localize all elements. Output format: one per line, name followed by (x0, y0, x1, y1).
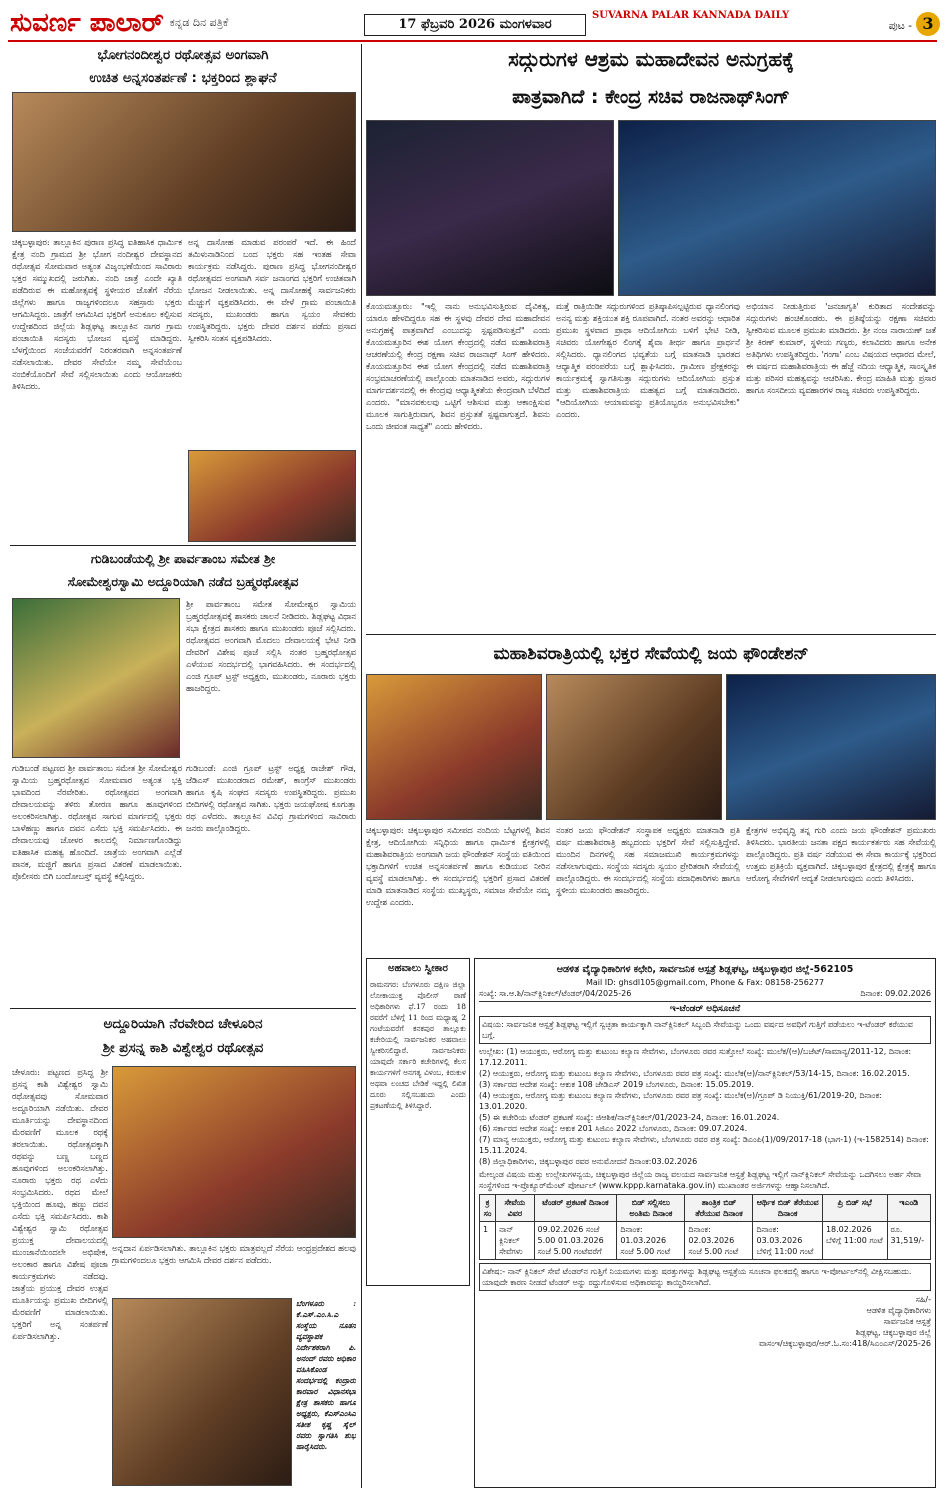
tender-td: ರೂ. 31,519/- (887, 1222, 931, 1260)
story4-col3: ಕ್ಷೇತ್ರಗಳ ಅಭಿವೃದ್ಧಿ ತನ್ನ ಗುರಿ ಎಂದು ಜಯ ಫೌಂಡೇಶನ್ ಪ್ರಮುಖರು ತಿಳಿಸಿದರು. ಭಾರತೀಯ ಜನತಾ ಪಕ್ಷದ ಕಾರ್ಯಕರ್ತರು ಸಹ ಸೇವೆಯಲ್ಲಿ ಪಾಲ್ಗೊಂಡಿದ್ದರು. ಪ್ರತಿ ವರ್ಷ ನಡೆಯುವ ಈ ಸೇವಾ ಕಾರ್ಯಕ್ಕೆ ಭಕ್ತರಿಂದ ಉತ್ತಮ ಪ್ರತಿಕ್ರಿಯೆ ವ್ಯಕ್ತವಾಗಿದೆ. ಚಿಕ್ಕಬಳ್ಳಾಪುರ ಕ್ಷೇತ್ರದಲ್ಲಿ ಕ್ಷೇತ್ರಕ್ಕೆ ಹಾಗೂ ಆರೋಗ್ಯ ಸೇವೆಗಳಿಗೆ ಆದ್ಯತೆ ನೀಡಲಾಗುವುದು ಎಂದು ತಿಳಿಸಿದರು. (746, 825, 936, 883)
tender-th: ಸೇವೆಯ ವಿವರ (496, 1195, 534, 1222)
tender-th: ಟೆಂಡರ್ ಪ್ರಕಟಣೆ ದಿನಾಂಕ (534, 1195, 617, 1222)
story3-chariot-photo (112, 1066, 356, 1238)
story3-body: ಚೇಳೂರು: ಪಟ್ಟಣದ ಪ್ರಸಿದ್ಧ ಶ್ರೀ ಪ್ರಸನ್ನ ಕಾಶಿ ವಿಶ್ವೇಶ್ವರ ಸ್ವಾಮಿ ರಥೋತ್ಸವವು ಸೋಮವಾರ ಅದ್ದೂರಿಯಾಗಿ ನಡೆಯಿತು. ದೇವರ ಮೂರ್ತಿಯನ್ನು ದೇವಸ್ಥಾನದಿಂದ ಮೆರವಣಿಗೆ ಮೂಲಕ ರಥಕ್ಕೆ ತರಲಾಯಿತು. ರಥೋತ್ಸವಕ್ಕಾಗಿ ರಥವನ್ನು ಬಣ್ಣ ಬಣ್ಣದ ಹೂವುಗಳಿಂದ ಅಲಂಕರಿಸಲಾಗಿತ್ತು. ನೂರಾರು ಭಕ್ತರು ರಥ ಎಳೆದು ಸಂಭ್ರಮಿಸಿದರು. ರಥದ ಮೇಲೆ ಭಕ್ತಿಯಿಂದ ಹೂವು, ಹಣ್ಣು ದವನ ಎಸೆದು ಭಕ್ತಿ ಸಮರ್ಪಿಸಿದರು. ಕಾಶಿ ವಿಶ್ವೇಶ್ವರ ಸ್ವಾಮಿ ರಥೋತ್ಸವ ಪ್ರಯುಕ್ತ ದೇವಾಲಯದಲ್ಲಿ ಮುಂಜಾನೆಯಿಂದಲೇ ಅಭಿಷೇಕ, ಅಲಂಕಾರ ಹಾಗೂ ವಿಶೇಷ ಪೂಜಾ ಕಾರ್ಯಕ್ರಮಗಳು ನಡೆದವು. ಜಾತ್ರೆಯ ಪ್ರಯುಕ್ತ ದೇವರ ಉತ್ಸವ ಮೂರ್ತಿಯನ್ನು ಪ್ರಮುಖ ಬೀದಿಗಳಲ್ಲಿ ಮೆರವಣಿಗೆ ಮಾಡಲಾಯಿತು. ಭಕ್ತರಿಗೆ ಅನ್ನ ಸಂತರ್ಪಣೆ ಏರ್ಪಡಿಸಲಾಗಿತ್ತು. (12, 1067, 108, 1341)
story2-col-bottom-2: ಗುಡಿಬಂಡೆ: ಎಂಜಿ ಗ್ರೂಪ್ ಟ್ರಸ್ಟ್ ಅಧ್ಯಕ್ಷ ರಾಜೇಶ್ ಗೌಡ, ಜೆಡಿಎಸ್ ಮುಖಂಡರಾದ ರಮೇಶ್, ಕಾಂಗ್ರೆಸ್ ಮುಖಂಡರು ಹಾಗೂ ಕೃಷಿ ಸಂಘದ ಸದಸ್ಯರು ಉಪಸ್ಥಿತರಿದ್ದರು. ಪ್ರಮುಖ ಬೀದಿಗಳಲ್ಲಿ ರಥೋತ್ಸವ ಸಾಗಿತು. ಭಕ್ತರು ಜಯಘೋಷ ಕೂಗುತ್ತಾ ರಥ ಎಳೆದರು. ತಾಲ್ಲೂಕಿನ ವಿವಿಧ ಗ್ರಾಮಗಳಿಂದ ಸಾವಿರಾರು ಜನರು ಪಾಲ್ಗೊಂಡಿದ್ದರು. (186, 763, 356, 833)
tender-td: ನಾನ್ ಕ್ಲಿನಿಕಲ್ ಸೇವೆಗಳು (496, 1222, 534, 1260)
tender-ref-item: (7) ಮಾನ್ಯ ಆಯುಕ್ತರು, ಆರೋಗ್ಯ ಮತ್ತು ಕುಟುಂಬ ಕಲ್ಯಾಣ ಸೇವೆಗಳು, ಬೆಂಗಳೂರು ರವರ ಪತ್ರ ಸಂಖ್ಯೆ: ಡಿಎಂಪಿ(1)/09/2017-18 (ಭಾಗ-1) (ಇ-1582514) ದಿನಾಂಕ: 15.11.2024. (479, 1135, 929, 1155)
story4-col2: ನಂತರ ಜಯ ಫೌಂಡೇಶನ್ ಸಂಸ್ಥಾಪಕ ಅಧ್ಯಕ್ಷರು ಮಾತನಾಡಿ ಪ್ರತಿ ವರ್ಷ ಮಹಾಶಿವರಾತ್ರಿ ಹಬ್ಬದಂದು ಭಕ್ತರಿಗೆ ಸೇವೆ ಸಲ್ಲಿಸುತ್ತಿದ್ದೇವೆ. ಮುಂದಿನ ದಿನಗಳಲ್ಲಿ ಸಹ ಸಮಾಜಮುಖಿ ಕಾರ್ಯಕ್ರಮಗಳನ್ನು ನಡೆಸಲಾಗುವುದು. ಸಂಸ್ಥೆಯ ಸದಸ್ಯರು ಸ್ವಯಂ ಪ್ರೇರಿತರಾಗಿ ಸೇವೆಯಲ್ಲಿ ಪಾಲ್ಗೊಂಡಿದ್ದರು. ಈ ಸಂದರ್ಭದಲ್ಲಿ ಸಂಸ್ಥೆಯ ಪದಾಧಿಕಾರಿಗಳು ಹಾಗೂ ಸ್ಥಳೀಯ ಮುಖಂಡರು ಹಾಜರಿದ್ದರು. (556, 825, 740, 895)
story1-photo-2 (188, 450, 356, 542)
tender-sign-line: ಆಡಳಿತ ವೈದ್ಯಾಧಿಕಾರಿಗಳು (866, 1306, 931, 1315)
tender-subject: ವಿಷಯ: ಸಾರ್ವಜನಿಕ ಆಸ್ಪತ್ರೆ ಶಿಡ್ಲಘಟ್ಟ ಇಲ್ಲಿಗೆ ಸ್ವಚ್ಛತಾ ಕಾರ್ಯಕ್ಕಾಗಿ ನಾನ್‌ಕ್ಲಿನಿಕಲ್ ಸಿಬ್ಬಂದಿ ಸೇವೆಯನ್ನು ಒಂದು ವರ್ಷದ ಅವಧಿಗೆ ಗುತ್ತಿಗೆ ಪಡೆಯಲು ಇ-ಟೆಂಡರ್ ಕರೆಯುವ ಬಗ್ಗೆ. (479, 1016, 931, 1044)
main-col1: ಕೊಯಮತ್ತೂರು: "ಇಲ್ಲಿ ನಾನು ಅನುಭವಿಸುತ್ತಿರುವ ದೈವಿಕತ್ವ, ಯಾರೂ ಹೇಳದಿದ್ದರೂ ಸಹ ಈ ಸ್ಥಳವು ದೇವರ ದೇವ ಮಹಾದೇವನ ಅನುಗ್ರಹಕ್ಕೆ ಪಾತ್ರವಾಗಿದೆ ಎಂಬುದನ್ನು ಸ್ಪಷ್ಟಪಡಿಸುತ್ತದೆ" ಎಂದು ಕೊಯಮತ್ತೂರಿನ ಈಶ ಯೋಗ ಕೇಂದ್ರದಲ್ಲಿ ನಡೆದ ಮಹಾಶಿವರಾತ್ರಿ ಆಚರಣೆಯಲ್ಲಿ ಕೇಂದ್ರ ರಕ್ಷಣಾ ಸಚಿವ ರಾಜನಾಥ್ ಸಿಂಗ್ ಹೇಳಿದರು. ಕೊಯಮತ್ತೂರಿನ ಈಶ ಯೋಗ ಕೇಂದ್ರದಲ್ಲಿ ನಡೆದ ಮಹಾಶಿವರಾತ್ರಿ ಸಂಭ್ರಮಾಚರಣೆಯಲ್ಲಿ ಪಾಲ್ಗೊಂಡು ಮಾತನಾಡಿದ ಅವರು, ಸದ್ಗುರುಗಳ ಮಾರ್ಗದರ್ಶನದಲ್ಲಿ ಈ ಕೇಂದ್ರವು ಆಧ್ಯಾತ್ಮಿಕತೆಯ ಕೇಂದ್ರವಾಗಿ ಬೆಳೆದಿದೆ ಎಂದರು. "ಮಾನವಕುಲವು ಒಟ್ಟಿಗೆ ಆಶಿಸುವ ಮತ್ತು ಆಕಾಂಕ್ಷಿಸುವ ಮೂಲಕ ಸಾಗುತ್ತಿರುವಾಗ, ಶಿವನ ಪ್ರಸ್ತುತತೆ ಸ್ಪಷ್ಟವಾಗುತ್ತದೆ. ಶಿವನು ಒಂದು ಜೀವಂತ ಸಾಧ್ಯತೆ" ಎಂದು ಹೇಳಿದರು. (366, 301, 550, 431)
story4-headline: ಮಹಾಶಿವರಾತ್ರಿಯಲ್ಲಿ ಭಕ್ತರ ಸೇವೆಯಲ್ಲಿ ಜಯ ಫೌಂಡೇಶನ್ (493, 644, 809, 664)
page-number: 3 (916, 12, 940, 36)
tender-office: ಆಡಳಿತ ವೈದ್ಯಾಧಿಕಾರಿಗಳ ಕಛೇರಿ, ಸಾರ್ವಜನಿಕ ಆಸ್ಪತ್ರೆ ಶಿಡ್ಲಘಟ್ಟ, ಚಿಕ್ಕಬಳ್ಳಾಪುರ ಜಿಲ್ಲೆ-562105 (556, 964, 854, 975)
tender-td: ದಿನಾಂಕ: 03.03.2026 ಬೆಳಿಗ್ಗೆ 11:00 ಗಂಟೆ (753, 1222, 822, 1260)
story2-col-right: ಶ್ರೀ ಪಾರ್ವತಾಂಬ ಸಮೇತ ಸೋಮೇಶ್ವರ ಸ್ವಾಮಿಯ ಬ್ರಹ್ಮರಥೋತ್ಸವಕ್ಕೆ ಶಾಸಕರು ಚಾಲನೆ ನೀಡಿದರು. ಶಿಡ್ಲಘಟ್ಟ ವಿಧಾನ ಸಭಾ ಕ್ಷೇತ್ರದ ಶಾಸಕರು ಹಾಗೂ ಮುಖಂಡರು ಪೂಜೆ ಸಲ್ಲಿಸಿದರು. ರಥೋತ್ಸವದ ಅಂಗವಾಗಿ ಮೊದಲು ದೇವಾಲಯಕ್ಕೆ ಭೇಟಿ ನೀಡಿ ದೇವರಿಗೆ ವಿಶೇಷ ಪೂಜೆ ಸಲ್ಲಿಸಿ ನಂತರ ಬ್ರಹ್ಮರಥೋತ್ಸವ ಎಳೆಯುವ ಸಂದರ್ಭದಲ್ಲಿ ಭಾಗವಹಿಸಿದರು. ಈ ಸಂದರ್ಭದಲ್ಲಿ ಎಂಜಿ ಗ್ರೂಪ್ ಟ್ರಸ್ಟ್ ಅಧ್ಯಕ್ಷರು, ಮುಖಂಡರು, ನೂರಾರು ಭಕ್ತರು ಹಾಜರಿದ್ದರು. (186, 599, 356, 693)
main-headline-2: ಪಾತ್ರವಾಗಿದೆ : ಕೇಂದ್ರ ಸಚಿವ ರಾಜನಾಥ್‌ಸಿಂಗ್ (512, 86, 790, 108)
tender-table-header-row (480, 1195, 931, 1222)
tender-signature (479, 1294, 931, 1338)
tender-ref-item: ಉಲ್ಲೇಖ: (1) ಆಯುಕ್ತರು, ಆರೋಗ್ಯ ಮತ್ತು ಕುಟುಂಬ ಕಲ್ಯಾಣ ಸೇವೆಗಳು, ಬೆಂಗಳೂರು ರವರ ಸುತ್ತೋಲೆ ಸಂಖ್ಯೆ: ಮುಲೆಕ/(ಆ)/ಬಜೆಟ್/ಸಾಮಾನ್ಯ/2011-12, ದಿನಾಂಕ: 17.12.2011. (479, 1047, 912, 1067)
main-col2: ಮತ್ತೆ ರಾತ್ರಿಯಿಡೀ ಸದ್ಗುರುಗಳಿಂದ ಪ್ರತಿಷ್ಠಾಪಿಸಲ್ಪಟ್ಟಿರುವ ಧ್ಯಾನಲಿಂಗವು ಅನನ್ಯ ಮತ್ತು ಶಕ್ತಿಯುತ ಶಕ್ತಿ ರೂಪವಾಗಿದೆ. ನಂತರ ಅವರನ್ನು ಆಧಾರಿತ ಪ್ರಮುಖ ಸ್ಥಳವಾದ ಪ್ರಾಥಾ ಆದಿಯೋಗಿಯ ಬಳಿಗೆ ಭೇಟಿ ನೀಡಿ, ಸಚಿವರು ಯೋಗೇಶ್ವರ ಲಿಂಗಕ್ಕೆ ಶೈವಾ ತೀರ್ಥ ಹಾಗೂ ಪ್ರಾರ್ಥನೆ ಸಲ್ಲಿಸಿದರು. ಧ್ಯಾನಲಿಂಗದ ಭವ್ಯತೆಯ ಬಗ್ಗೆ ಮಾತನಾಡಿ ಭಾರತದ ಆಧ್ಯಾತ್ಮಿಕ ಪರಂಪರೆಯ ಬಗ್ಗೆ ಶ್ಲಾಘಿಸಿದರು. ಗ್ರಾಮೀಣ ಪ್ರೇಕ್ಷಕರನ್ನು ಕಾರ್ಯಕ್ರಮಕ್ಕೆ ಸ್ವಾಗತಿಸುತ್ತಾ ಸದ್ಗುರುಗಳು ಆದಿಯೋಗಿಯ ಪ್ರಸ್ತುತ ಮತ್ತು ಮಹಾಶಿವರಾತ್ರಿಯ ಮಹತ್ವದ ಬಗ್ಗೆ ಮಾತನಾಡಿದರು. "ಆದಿಯೋಗಿಯ ಆಯಾಮವನ್ನು ಪ್ರತಿಯೊಬ್ಬರೂ ಅನುಭವಿಸಬೇಕು" ಎಂದರು. (556, 301, 740, 419)
notice-box (366, 958, 470, 1286)
story4-photo-3 (726, 674, 936, 820)
story3-headline-2: ಶ್ರೀ ಪ್ರಸನ್ನ ಕಾಶಿ ವಿಶ್ವೇಶ್ವರ ರಥೋತ್ಸವ (102, 1040, 264, 1056)
story4-photo-1 (366, 674, 542, 820)
notice-title: ಅಹವಾಲು ಸ್ವೀಕಾರ (388, 963, 448, 974)
story1-col1: ಚಿಕ್ಕಬಳ್ಳಾಪುರ: ತಾಲ್ಲೂಕಿನ ಪುರಾಣ ಪ್ರಸಿದ್ಧ ಐತಿಹಾಸಿಕ ಧಾರ್ಮಿಕ ಕ್ಷೇತ್ರ ನಂದಿ ಗ್ರಾಮದ ಶ್ರೀ ಭೋಗ ನಂದೀಶ್ವರ ದೇವಸ್ಥಾನದ ರಥೋತ್ಸವ ಸೋಮವಾರ ಅತ್ಯಂತ ವಿಜೃಂಭಣೆಯಿಂದ ಸಾವಿರಾರು ಭಕ್ತರ ಸಮ್ಮುಖದಲ್ಲಿ ಜರುಗಿತು. ನಂದಿ ಜಾತ್ರೆ ಎಂದೇ ಖ್ಯಾತಿ ಪಡೆದಿರುವ ಈ ಮಹೋತ್ಸವಕ್ಕೆ ಸ್ಥಳೀಯರ ಜೊತೆಗೆ ನೆರೆಯ ಜಿಲ್ಲೆಗಳು ಹಾಗೂ ರಾಜ್ಯಗಳಿಂದಲೂ ಸಹಸ್ರಾರು ಭಕ್ತರು ಆಗಮಿಸಿದ್ದರು. ಜಾತ್ರೆಗೆ ಆಗಮಿಸಿದ ಭಕ್ತರಿಗೆ ಅನುಕೂಲ ಕಲ್ಪಿಸುವ ಉದ್ದೇಶದಿಂದ ಜಿಲ್ಲೆಯ ಶಿಡ್ಲಘಟ್ಟ ತಾಲ್ಲೂಕಿನ ನಾಗರ ಗ್ರಾಮ ಪಂಚಾಯಿತಿ ಸದಸ್ಯರು ಭೋಜನ ವ್ಯವಸ್ಥೆ ಮಾಡಿದ್ದರು. ಬೆಳಗ್ಗೆಯಿಂದ ಸಂಜೆಯವರೆಗೆ ನಿರಂತರವಾಗಿ ಅನ್ನಸಂತರ್ಪಣೆ ನಡೆಸಲಾಯಿತು. ದೇವರ ಸೇವೆಯೇ ನಮ್ಮ ಸೇವೆಯೆಂಬ ನಂಬಿಕೆಯೊಂದಿಗೆ ಸೇವೆ ಸಲ್ಲಿಸಲಾಯಿತು ಎಂದು ಆಯೋಜಕರು ತಿಳಿಸಿದರು. (12, 237, 182, 391)
main-photo-lamp (366, 120, 614, 296)
tender-th: ಕ್ರ ಸಂ (480, 1195, 496, 1222)
tender-dipr: ವಾಸಂಇ/ಚಿಕ್ಕಬಳ್ಳಾಪುರ/ಆರ್.ಓ.ಸಂ:418/ಸಿಎಂಎಸ್/2025-26 (759, 1339, 931, 1348)
story2-headline-1: ಗುಡಿಬಂಡೆಯಲ್ಲಿ ಶ್ರೀ ಪಾರ್ವತಾಂಬ ಸಮೇತ ಶ್ರೀ (90, 551, 276, 566)
greeting-text: ಬೆಂಗಳೂರು : ಕೆ.ಎಸ್.ಎಂ.ಸಿ.ಎ ಸಂಸ್ಥೆಯ ನೂತನ ವ್ಯವಸ್ಥಾಪಕ ನಿರ್ದೇಶಕರಾಗಿ ಪಿ. ಅನಂದ್ ರವರು ಅಧಿಕಾರ ವಹಿಸಿಕೊಂಡ ಸಂದರ್ಭದಲ್ಲಿ ಕಂದ್ರಾರು ಕಾರವಾರ ವಿಧಾನಸಭಾ ಕ್ಷೇತ್ರ ಶಾಸಕರು ಹಾಗೂ ಅಧ್ಯಕ್ಷರು, ಕೆಎಸ್‌ಎಂಸಿಎ ಸತೀಶ ಕೃಷ್ಣ ಸೈಲ್ ರವರು ಸ್ವಾಗತಿಸಿ ಶುಭ ಹಾರೈಸಿದರು. (296, 1299, 356, 1451)
story2-headline-2: ಸೋಮೇಶ್ವರಸ್ವಾಮಿ ಅದ್ದೂರಿಯಾಗಿ ನಡೆದ ಬ್ರಹ್ಮರಥೋತ್ಸವ (67, 574, 299, 589)
masthead-logo (10, 6, 300, 40)
masthead-subtitle: ಕನ್ನಡ ದಿನ ಪತ್ರಿಕೆ (169, 16, 229, 29)
tender-th: ಬಿಡ್ ಸಲ್ಲಿಸಲು ಅಂತಿಮ ದಿನಾಂಕ (617, 1195, 685, 1222)
tender-th: ಪ್ರಿ ಬಿಡ್ ಸಭೆ (822, 1195, 887, 1222)
tender-refs (479, 1046, 931, 1167)
greeting-photo (112, 1298, 292, 1486)
tender-date: ದಿನಾಂಕ: 09.02.2026 (860, 989, 931, 998)
page-label: ಪುಟ - (888, 19, 912, 32)
story2-photo (12, 598, 180, 758)
tender-ref-item: (8) ಜಿಲ್ಲಾಧಿಕಾರಿಗಳು, ಚಿಕ್ಕಬಳ್ಳಾಪುರ ರವರ ಅನುಮೋದನೆ ದಿನಾಂಕ:03.02.2026 (479, 1157, 698, 1166)
story1-col2: ಅನ್ನ ದಾಸೋಹ ಮಾಡುವ ಪರಂಪರೆ ಇದೆ. ಈ ಹಿಂದೆ ತಮಿಳುನಾಡಿನಿಂದ ಬಂದ ಭಕ್ತರು ಸಹ ಇಂತಹ ಸೇವಾ ಕಾರ್ಯಕ್ರಮ ನಡೆಸಿದ್ದರು. ಪುರಾಣ ಪ್ರಸಿದ್ಧ ಭೋಗನಂದೀಶ್ವರ ರಥೋತ್ಸವದ ಅಂಗವಾಗಿ ಸರ್ವ ಜನಾಂಗದ ಭಕ್ತರಿಗೆ ಉಚಿತವಾಗಿ ಭೋಜನ ನೀಡಲಾಯಿತು. ಅನ್ನ ದಾಸೋಹಕ್ಕೆ ಸಾರ್ವಜನಿಕರು ಮೆಚ್ಚುಗೆ ವ್ಯಕ್ತಪಡಿಸಿದರು. ಈ ವೇಳೆ ಗ್ರಾಮ ಪಂಚಾಯಿತಿ ಸದಸ್ಯರು, ಮುಖಂಡರು ಹಾಗೂ ಸ್ವಯಂ ಸೇವಕರು ಉಪಸ್ಥಿತರಿದ್ದರು. ಭಕ್ತರು ದೇವರ ದರ್ಶನ ಪಡೆದು ಪ್ರಸಾದ ಸ್ವೀಕರಿಸಿ ಸಂತಸ ವ್ಯಕ್ತಪಡಿಸಿದರು. (188, 237, 356, 343)
masthead-english: SUVARNA PALAR KANNADA DAILY (592, 10, 790, 21)
issue-date: 17 ಫೆಬ್ರವರಿ 2026 ಮಂಗಳವಾರ (364, 14, 586, 36)
story3-caption: ಅನ್ನದಾನ ಏರ್ಪಡಿಸಲಾಗಿತು. ತಾಲ್ಲೂಕಿನ ಭಕ್ತರು ಮಾತ್ರವಲ್ಲದೆ ನೆರೆಯ ಆಂಧ್ರಪ್ರದೇಶದ ಹಲವು ಗ್ರಾಮಗಳಿಂದಲೂ ಭಕ್ತರು ಆಗಮಿಸಿ ದೇವರ ದರ್ಶನ ಪಡೆದರು. (112, 1243, 356, 1265)
story4-col1: ಚಿಕ್ಕಬಳ್ಳಾಪುರ: ಚಿಕ್ಕಬಳ್ಳಾಪುರ ಸಮೀಪದ ನಂದಿಯ ಬೆಟ್ಟಗಳಲ್ಲಿ ಶಿವನ ಕ್ಷೇತ್ರ, ಆದಿಯೋಗಿಯ ಸನ್ನಿಧಿಯ ಹಾಗೂ ಧಾರ್ಮಿಕ ಕ್ಷೇತ್ರಗಳಲ್ಲಿ ಮಹಾಶಿವರಾತ್ರಿಯ ಅಂಗವಾಗಿ ಜಯ ಫೌಂಡೇಶನ್ ಸಂಸ್ಥೆಯ ವತಿಯಿಂದ ಭಕ್ತಾದಿಗಳಿಗೆ ಉಚಿತ ಅನ್ನಸಂತರ್ಪಣೆ ಹಾಗೂ ಕುಡಿಯುವ ನೀರಿನ ವ್ಯವಸ್ಥೆ ಮಾಡಲಾಗಿತ್ತು. ಈ ಸಂದರ್ಭದಲ್ಲಿ ಭಕ್ತರಿಗೆ ಪ್ರಸಾದ ವಿತರಣೆ ಮಾಡಿ ಮಾತನಾಡಿದ ಸಂಸ್ಥೆಯ ಮುಖ್ಯಸ್ಥರು, ಸಮಾಜ ಸೇವೆಯೇ ನಮ್ಮ ಉದ್ದೇಶ ಎಂದರು. (366, 825, 550, 907)
story1-headline-1: ಭೋಗನಂದೀಶ್ವರ ರಥೋತ್ಸವ ಅಂಗವಾಗಿ (97, 47, 269, 63)
tender-title: ಇ-ಟೆಂಡರ್ ಅಧಿಸೂಚನೆ (669, 1004, 741, 1014)
tender-td: 18.02.2026 ಬೆಳಿಗ್ಗೆ 11:00 ಗಂಟೆ (822, 1222, 887, 1260)
tender-td: ದಿನಾಂಕ: 01.03.2026 ಸಂಜೆ 5.00 ಗಂಟೆ (617, 1222, 685, 1260)
tender-ref-item: (5) ಈ ಕಚೇರಿಯ ಟೆಂಡರ್ ಪ್ರಕಟಣೆ ಸಂಖ್ಯೆ: ಜಿಆಶಿಕ/ನಾನ್‌ಕ್ಲಿನಿಕಲ್/01/2023-24, ದಿನಾಂಕ: 16.01.2024. (479, 1113, 780, 1122)
tender-table (479, 1194, 931, 1260)
notice-body: ರಾಮನಗರ: ಬೆಂಗಳೂರು ದಕ್ಷಿಣ ಜಿಲ್ಲಾ ಲೋಕಾಯುಕ್ತ ಪೊಲೀಸ್ ಠಾಣೆ ಅಧಿಕಾರಿಗಳು ಫೆ.17 ರಂದು 18 ರವರೆಗೆ ಬೆಳಿಗ್ಗೆ 11 ರಿಂದ ಮಧ್ಯಾಹ್ನ 2 ಗಂಟೆಯವರೆಗೆ ಕನಕಪುರ ತಾಲ್ಲೂಕು ಕಚೇರಿಯಲ್ಲಿ ಸಾರ್ವಜನಿಕರ ಅಹವಾಲು ಸ್ವೀಕರಿಸಲಿದ್ದಾರೆ. ಸಾರ್ವಜನಿಕರು ಯಾವುದೇ ಸರ್ಕಾರಿ ಕಚೇರಿಗಳಲ್ಲಿ ಕೆಲಸ ಕಾರ್ಯಗಳಿಗೆ ಅನಗತ್ಯ ವಿಳಂಬ, ಕಿರುಕುಳ ಅಥವಾ ಲಂಚದ ಬೇಡಿಕೆ ಇದ್ದಲ್ಲಿ ಲಿಖಿತ ದೂರು ಸಲ್ಲಿಸಬಹುದು ಎಂದು ಪ್ರಕಟಣೆಯಲ್ಲಿ ತಿಳಿಸಿದ್ದಾರೆ. (370, 980, 466, 1110)
divider (366, 634, 936, 635)
tender-footer-note: ವಿಶೇಷ:- ನಾನ್ ಕ್ಲಿನಿಕಲ್ ಸೇವೆ ಟೆಂಡರ್‌ನ ಗುತ್ತಿಗೆ ನಿಯಮಗಳು ಮತ್ತು ಷರತ್ತುಗಳನ್ನು ಶಿಡ್ಲಘಟ್ಟ ಆಸ್ಪತ್ರೆಯ ಸೂಚನಾ ಫಲಕದಲ್ಲಿ ಹಾಗೂ ಇ-ಪೋರ್ಟಲ್‌ನಲ್ಲಿ ವೀಕ್ಷಿಸಬಹುದು. ಯಾವುದೇ ಕಾರಣ ನೀಡದೆ ಟೆಂಡರ್ ಅನ್ನು ರದ್ದುಗೊಳಿಸುವ ಅಧಿಕಾರವನ್ನು ಕಾಯ್ದಿರಿಸಲಾಗಿದೆ. (479, 1263, 931, 1291)
tender-th: ತಾಂತ್ರಿಕ ಬಿಡ್ ತೆರೆಯುವ ದಿನಾಂಕ (685, 1195, 753, 1222)
page-number-block (850, 12, 940, 38)
main-col3: ಅಭಿಯಾನ ನೀಡುತ್ತಿರುವ 'ಜನಜಾಗೃತಿ' ಕುರಿತಾದ ಸಂದೇಶವನ್ನು ಸದ್ಗುರುಗಳು ಹಂಚಿಕೊಂಡರು. ಈ ಪ್ರತಿಷ್ಠೆಯನ್ನು ರಕ್ಷಣಾ ಸಚಿವರು ಸ್ವೀಕರಿಸುವ ಮೂಲಕ ಪ್ರಮುಖ ಮಾಡಿದರು. ಶ್ರೀ ನಂಜ ನಾರಾಯಣ್ ಜತೆ ಶ್ರೀ ಕಿರಣ್ ಕುಮಾರ್, ಸ್ಥಳೀಯ ಗಣ್ಯರು, ಕಲಾವಿದರು ಹಾಗೂ ಅನೇಕ ಅತಿಥಿಗಳು ಉಪಸ್ಥಿತರಿದ್ದರು. 'ಗಂಗಾ' ಎಂಬ ವಿಷಯದ ಆಧಾರದ ಮೇಲೆ, ಈ ವರ್ಷದ ಮಹಾಶಿವರಾತ್ರಿಯ ಈ ಹೆಜ್ಜೆ ನದಿಯ ಆಧ್ಯಾತ್ಮಿಕ, ಸಾಂಸ್ಕೃತಿಕ ಮತ್ತು ಪರಿಸರ ಮಹತ್ವವನ್ನು ಆಚರಿಸಿತು. ಕೇಂದ್ರ ಮಾಹಿತಿ ಮತ್ತು ಪ್ರಸಾರ ಹಾಗೂ ಸಂಸದೀಯ ವ್ಯವಹಾರಗಳ ರಾಜ್ಯ ಸಚಿವರು ಉಪಸ್ಥಿತರಿದ್ದರು. (746, 301, 936, 395)
tender-th: ಆರ್ಥಿಕ ಬಿಡ್ ತೆರೆಯುವ ದಿನಾಂಕ (753, 1195, 822, 1222)
column-divider (361, 44, 362, 1488)
tender-sign-line: ಸಹಿ/- (915, 1295, 931, 1304)
tender-intro: ಮೇಲ್ಕಂಡ ವಿಷಯ ಮತ್ತು ಉಲ್ಲೇಖಗಳನ್ವಯ, ಚಿಕ್ಕಬಳ್ಳಾಪುರ ಜಿಲ್ಲೆಯ ರಾಜ್ಯ ವಲಯದ ಸಾರ್ವಜನಿಕ ಆಸ್ಪತ್ರೆ ಶಿಡ್ಲಘಟ್ಟ ಇಲ್ಲಿಗೆ ನಾನ್‌ಕ್ಲಿನಿಕಲ್ ಸೇವೆಯನ್ನು ಒದಗಿಸಲು ಅರ್ಹ ಸೇವಾ ಸಂಸ್ಥೆಗಳಿಂದ ಇ-ಪ್ರೊಕ್ಯೂರ್‌ಮೆಂಟ್ ಪೋರ್ಟಲ್ (www.kppp.karnataka.gov.in) ಮುಖಾಂತರ ಅರ್ಜಿಗಳನ್ನು ಆಹ್ವಾನಿಸಲಾಗಿದೆ. (479, 1170, 922, 1190)
masthead-title: ಸುವರ್ಣ ಪಾಲಾರ್ (10, 8, 164, 38)
tender-sign-line: ಸಾರ್ವಜನಿಕ ಆಸ್ಪತ್ರೆ (883, 1317, 931, 1326)
tender-ref-item: (3) ಸರ್ಕಾರದ ಆದೇಶ ಸಂಖ್ಯೆ: ಆಕುಕ 108 ಜೇಡಿಎಸ್ 2019 ಬೆಂಗಳೂರು, ದಿನಾಂಕ: 15.05.2019. (479, 1080, 754, 1089)
divider (10, 545, 356, 546)
divider (10, 1008, 356, 1009)
story4-photo-2 (546, 674, 722, 820)
tender-th: ಇಎಂಡಿ (887, 1195, 931, 1222)
table-row (480, 1222, 931, 1260)
main-headline-1: ಸದ್ಗುರುಗಳ ಆಶ್ರಮ ಮಹಾದೇವನ ಅನುಗ್ರಹಕ್ಕೆ (508, 47, 794, 71)
tender-td: 1 (480, 1222, 496, 1260)
story3-headline-1: ಅದ್ದೂರಿಯಾಗಿ ನೆರವೇರಿದ ಚೇಳೂರಿನ (103, 1016, 263, 1032)
main-photo-adiyogi (618, 120, 936, 296)
tender-td: ದಿನಾಂಕ: 02.03.2026 ಸಂಜೆ 5.00 ಗಂಟೆ (685, 1222, 753, 1260)
tender-ref: ಸಂಖ್ಯೆ: ಸಾ.ಆ.ಶಿ/ನಾನ್‌ಕ್ಲಿನಿಕಲ್/ಟೆಂಡರ್/04/2025-26 (479, 989, 632, 998)
tender-ref-item: (6) ಸರ್ಕಾರದ ಆದೇಶ ಸಂಖ್ಯೆ: ಆಕುಕ 201 ಸಿಜಿಎಂ 2022 ಬೆಂಗಳೂರು, ದಿನಾಂಕ: 09.07.2024. (479, 1124, 748, 1133)
tender-notice (474, 958, 936, 1488)
story2-col-bottom: ಗುಡಿಬಂಡೆ ಪಟ್ಟಣದ ಶ್ರೀ ಪಾರ್ವತಾಂಬ ಸಮೇತ ಶ್ರೀ ಸೋಮೇಶ್ವರ ಸ್ವಾಮಿಯ ಬ್ರಹ್ಮರಥೋತ್ಸವ ಸೋಮವಾರ ಅತ್ಯಂತ ಭಕ್ತಿ ಭಾವದಿಂದ ನೆರವೇರಿತು. ರಥೋತ್ಸವದ ಅಂಗವಾಗಿ ದೇವಾಲಯವನ್ನು ತಳಿರು ತೋರಣ ಹಾಗೂ ಹೂವುಗಳಿಂದ ಅಲಂಕರಿಸಲಾಗಿತ್ತು. ರಥೋತ್ಸವ ಸಾಗುವ ಮಾರ್ಗದಲ್ಲಿ ಭಕ್ತರು ಬಾಳೆಹಣ್ಣು ಹಾಗೂ ದವನ ಎಸೆದು ಭಕ್ತಿ ಸಮರ್ಪಿಸಿದರು. ಈ ದೇವಾಲಯವು ಚೋಳರ ಕಾಲದಲ್ಲಿ ನಿರ್ಮಾಣಗೊಂಡಿದ್ದು ಐತಿಹಾಸಿಕ ಮಹತ್ವ ಹೊಂದಿದೆ. ಜಾತ್ರೆಯ ಅಂಗವಾಗಿ ಎಲ್ಲೆಡೆ ಪಾನಕ, ಮಜ್ಜಿಗೆ ಹಾಗೂ ಪ್ರಸಾದ ವಿತರಣೆ ಮಾಡಲಾಯಿತು. ಪೊಲೀಸರು ಬಿಗಿ ಬಂದೋಬಸ್ತ್ ವ್ಯವಸ್ಥೆ ಕಲ್ಪಿಸಿದ್ದರು. (12, 763, 182, 881)
tender-ref-item: (2) ಆಯುಕ್ತರು, ಆರೋಗ್ಯ ಮತ್ತು ಕುಟುಂಬ ಕಲ್ಯಾಣ ಸೇವೆಗಳು, ಬೆಂಗಳೂರು ರವರ ಪತ್ರ ಸಂಖ್ಯೆ: ಮುಲೆಕ(ಆ)/ನಾನ್‌ಕ್ಲಿನಿಕಲ್/53/14-15, ದಿನಾಂಕ: 16.02.2015. (479, 1069, 910, 1078)
tender-ref-item: (4) ಆಯುಕ್ತರು, ಆರೋಗ್ಯ ಮತ್ತು ಕುಟುಂಬ ಕಲ್ಯಾಣ ಸೇವೆಗಳು, ಬೆಂಗಳೂರು ರವರ ಪತ್ರ ಸಂಖ್ಯೆ: ಮುಲೆಕ(ಆ)/ಗ್ರೂಪ್ ಡಿ ನಿಯುಕ್ತಿ/61/2019-20, ದಿನಾಂಕ: 13.01.2020. (479, 1091, 882, 1111)
tender-sign-line: ಶಿಡ್ಲಘಟ್ಟ, ಚಿಕ್ಕಬಳ್ಳಾಪುರ ಜಿಲ್ಲೆ (855, 1328, 931, 1337)
story1-photo (12, 92, 356, 232)
tender-td: 09.02.2026 ಸಂಜೆ 5.00 01.03.2026 ಸಂಜೆ 5.00 ಗಂಟೆವರೆಗೆ (534, 1222, 617, 1260)
story1-headline-2: ಉಚಿತ ಅನ್ನಸಂತರ್ಪಣೆ : ಭಕ್ತರಿಂದ ಶ್ಲಾಘನೆ (89, 70, 277, 86)
tender-contact: Mail ID: ghsdl105@gmail.com, Phone & Fax: 08158-256277 (585, 978, 825, 987)
